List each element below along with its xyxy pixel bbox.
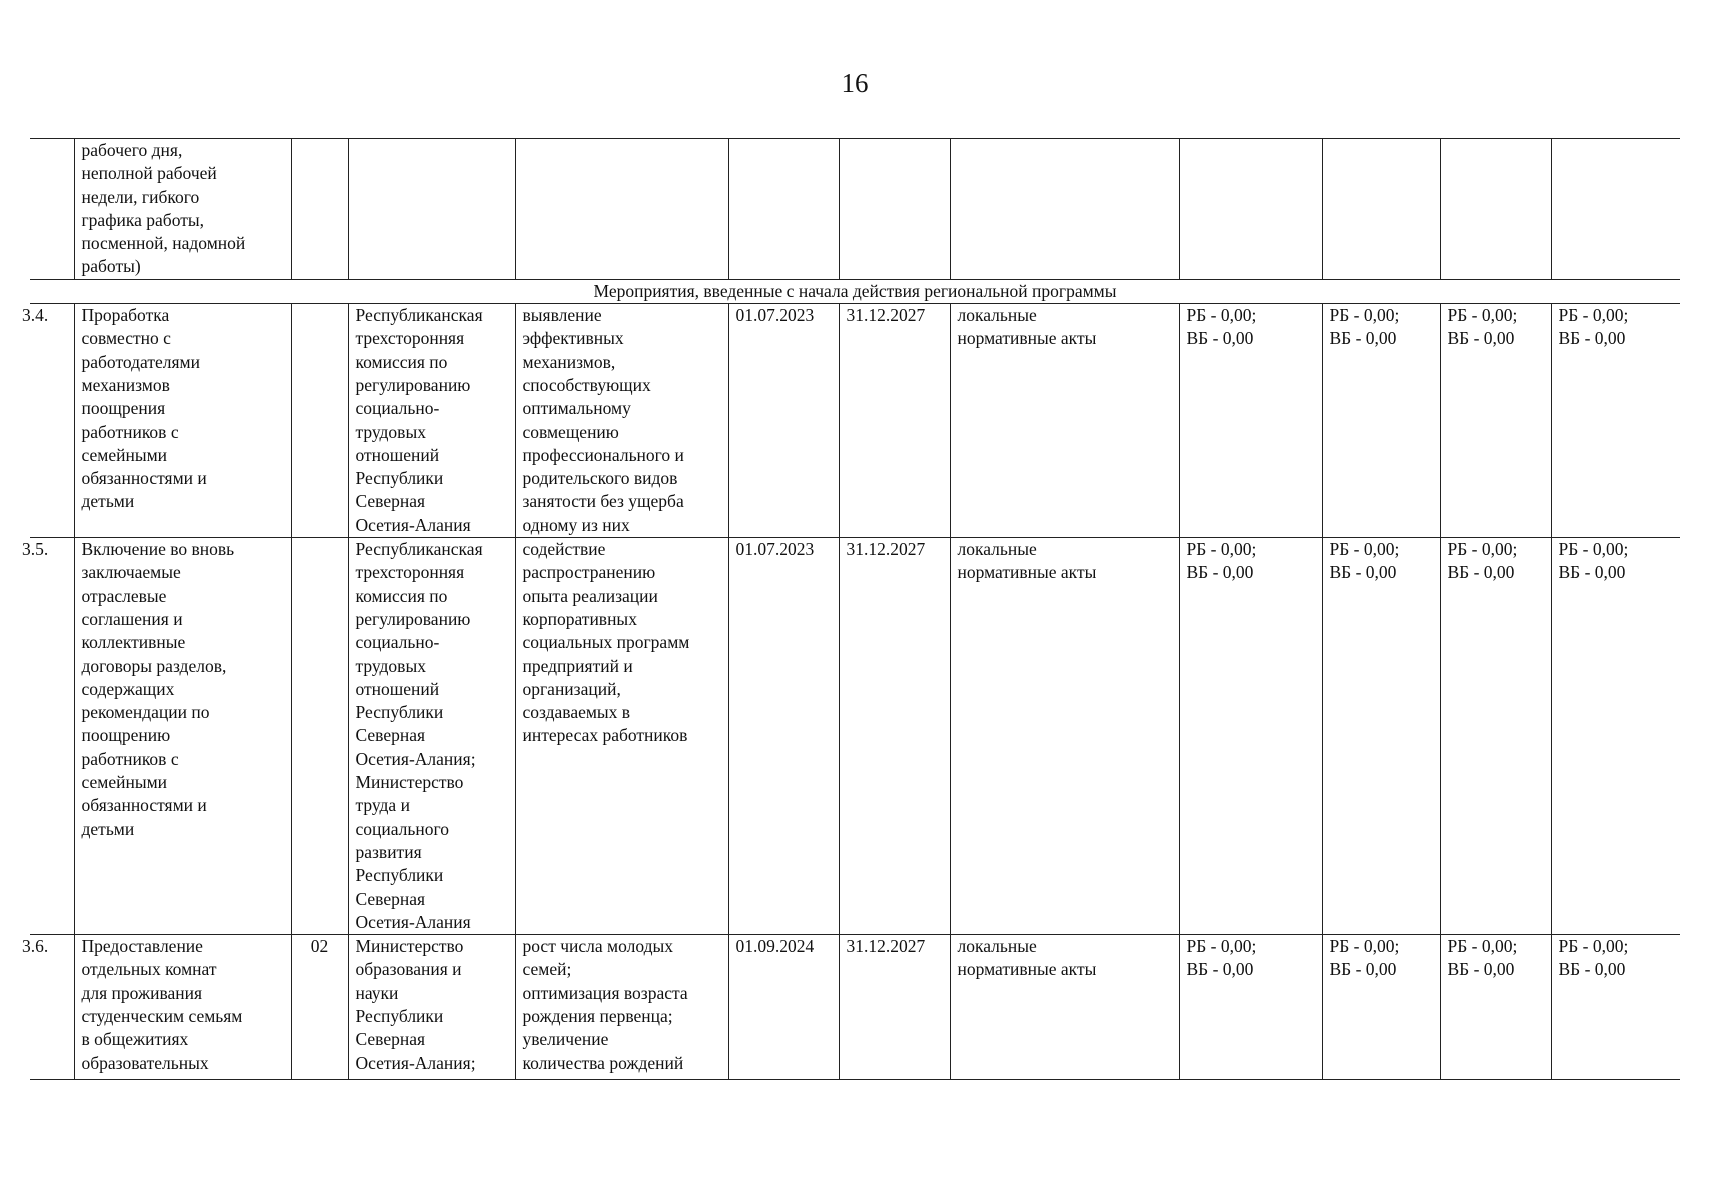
cell-fin-1 [1179,139,1322,280]
text-line: обязанностями и [81,795,207,816]
text-line: нормативные акты [957,959,1097,980]
text-line: опыта реализации [522,585,658,606]
text-line: РБ - 0,00; [1329,539,1400,560]
text-line: соглашения и [81,608,183,629]
text-line: Осетия-Алания [355,514,471,535]
cell-executor [348,538,515,935]
text-line: договоры разделов, [81,655,227,676]
cell-executor [348,139,515,280]
text-line: ВБ - 0,00 [1447,959,1515,980]
text-line: ВБ - 0,00 [1558,959,1626,980]
text-line: отношений [355,678,440,699]
text-line: трудовых [355,655,426,676]
cell-end: 31.12.2027 [839,538,950,935]
text-line: Осетия-Алания; [355,748,476,769]
text-line: организаций, [522,678,621,699]
cell-name [74,304,291,538]
text-line: ВБ - 0,00 [1447,328,1515,349]
text-line: Северная [355,491,426,512]
text-line: распространению [522,562,656,583]
text-line: рабочего дня, [81,140,183,160]
table-row [30,935,1680,1080]
text-line: Республики [355,468,444,489]
text-line: комиссия по [355,351,448,372]
cell-number [30,139,74,280]
text-line: семейными [81,444,168,465]
text-line: Республиканская [355,539,483,560]
text-line: посменной, надомной [81,233,246,254]
cell-start: 01.07.2023 [728,538,839,935]
text-line: механизмов, [522,351,616,372]
cell-name [74,139,291,280]
cell-fin-2 [1322,139,1440,280]
text-line: социально- [355,632,440,653]
cell-start [728,139,839,280]
text-line: интересах работников [522,725,688,746]
text-line: детьми [81,818,135,839]
text-line: создаваемых в [522,702,631,723]
page-number: 16 [841,68,869,98]
text-line: Включение во вновь [81,539,235,560]
text-line: регулированию [355,608,471,629]
table-row [30,304,1680,538]
cell-docs [950,304,1179,538]
section-header: Мероприятия, введенные с начала действия региональной программы [30,279,1680,303]
cell-fin-3 [1440,935,1551,1080]
cell-fin-2 [1322,935,1440,1080]
text-line: регулированию [355,374,471,395]
cell-executor [348,304,515,538]
cell-result [515,139,728,280]
text-line: РБ - 0,00; [1186,936,1257,957]
text-line: трудовых [355,421,426,442]
text-line: для проживания [81,982,203,1003]
text-line: нормативные акты [957,562,1097,583]
cell-result [515,935,728,1080]
text-line: работников с [81,421,179,442]
cell-docs [950,139,1179,280]
text-line: семей; [522,959,572,980]
text-line: рождения первенца; [522,1006,673,1027]
cell-fin-1 [1179,538,1322,935]
text-line: обязанностями и [81,468,207,489]
text-line: образовательных [81,1052,209,1073]
text-line: коллективные [81,632,186,653]
text-line: социальных программ [522,632,690,653]
text-line: нормативные акты [957,328,1097,349]
text-line: РБ - 0,00; [1558,539,1629,560]
text-line: способствующих [522,374,651,395]
text-line: семейными [81,772,168,793]
cell-code [291,304,348,538]
text-line: эффективных [522,328,624,349]
text-line: неполной рабочей [81,163,217,184]
cell-name [74,935,291,1080]
text-line: содержащих [81,678,175,699]
text-line: социального [355,818,449,839]
text-line: локальные [957,305,1037,326]
text-line: труда и [355,795,410,816]
cell-start: 01.07.2023 [728,304,839,538]
cell-code: 02 [291,935,348,1080]
text-line: оптимизация возраста [522,982,688,1003]
text-line: РБ - 0,00; [1329,305,1400,326]
text-line: локальные [957,936,1037,957]
text-line: социально- [355,398,440,419]
cell-name [74,538,291,935]
text-line: Республики [355,1006,444,1027]
text-line: Предоставление [81,936,203,957]
text-line: Северная [355,725,426,746]
text-line: рекомендации по [81,702,210,723]
cell-fin-1 [1179,935,1322,1080]
cell-number: 3.6. [30,935,74,1080]
cell-end: 31.12.2027 [839,935,950,1080]
cell-end: 31.12.2027 [839,304,950,538]
text-line: РБ - 0,00; [1186,539,1257,560]
text-line: работы) [81,256,141,277]
cell-number: 3.5. [30,538,74,935]
text-line: поощрения [81,398,166,419]
text-line: детьми [81,491,135,512]
text-line: РБ - 0,00; [1447,539,1518,560]
section-header-row [30,279,1680,303]
text-line: рост числа молодых [522,936,674,957]
text-line: ВБ - 0,00 [1329,959,1397,980]
text-line: РБ - 0,00; [1447,305,1518,326]
text-line: Осетия-Алания [355,911,471,932]
text-line: выявление [522,305,602,326]
text-line: ВБ - 0,00 [1186,328,1254,349]
text-line: Министерство [355,772,464,793]
text-line: ВБ - 0,00 [1186,959,1254,980]
text-line: трехсторонняя [355,328,465,349]
text-line: РБ - 0,00; [1558,305,1629,326]
cell-fin-3 [1440,304,1551,538]
text-line: Проработка [81,305,170,326]
text-line: родительского видов [522,468,678,489]
text-line: Министерство [355,936,464,957]
text-line: локальные [957,539,1037,560]
text-line: отраслевые [81,585,167,606]
cell-docs [950,935,1179,1080]
cell-fin-4 [1551,139,1680,280]
text-line: отношений [355,444,440,465]
text-line: поощрению [81,725,171,746]
cell-fin-2 [1322,304,1440,538]
cell-fin-3 [1440,139,1551,280]
text-line: Северная [355,888,426,909]
text-line: ВБ - 0,00 [1447,562,1515,583]
text-line: оптимальному [522,398,631,419]
text-line: отдельных комнат [81,959,217,980]
text-line: студенческим семьям [81,1006,243,1027]
text-line: комиссия по [355,585,448,606]
text-line: механизмов [81,374,170,395]
text-line: увеличение [522,1029,609,1050]
text-line: науки [355,982,399,1003]
text-line: количества рождений [522,1052,684,1073]
cell-fin-2 [1322,538,1440,935]
text-line: одному из них [522,514,630,535]
text-line: совместно с [81,328,171,349]
text-line: РБ - 0,00; [1558,936,1629,957]
cell-result [515,304,728,538]
cell-fin-4 [1551,935,1680,1080]
cell-code [291,538,348,935]
text-line: Республики [355,702,444,723]
cell-code [291,139,348,280]
text-line: в общежитиях [81,1029,189,1050]
text-line: содействие [522,539,606,560]
text-line: РБ - 0,00; [1186,305,1257,326]
text-line: трехсторонняя [355,562,465,583]
cell-fin-4 [1551,304,1680,538]
text-line: предприятий и [522,655,633,676]
cell-executor [348,935,515,1080]
cell-fin-4 [1551,538,1680,935]
text-line: ВБ - 0,00 [1329,328,1397,349]
text-line: занятости без ущерба [522,491,684,512]
cell-docs [950,538,1179,935]
text-line: профессионального и [522,444,684,465]
text-line: заключаемые [81,562,181,583]
text-line: РБ - 0,00; [1447,936,1518,957]
text-line: ВБ - 0,00 [1558,328,1626,349]
cell-number: 3.4. [30,304,74,538]
text-line: развития [355,841,422,862]
text-line: графика работы, [81,209,204,230]
table-row [30,538,1680,935]
measures-table [22,138,1680,1080]
text-line: образования и [355,959,462,980]
text-line: работодателями [81,351,200,372]
cell-end [839,139,950,280]
text-line: Республики [355,865,444,886]
text-line: ВБ - 0,00 [1186,562,1254,583]
text-line: корпоративных [522,608,637,629]
text-line: Северная [355,1029,426,1050]
text-line: недели, гибкого [81,186,200,207]
cell-result [515,538,728,935]
text-line: ВБ - 0,00 [1329,562,1397,583]
continuation-row [30,139,1680,280]
text-line: Республиканская [355,305,483,326]
text-line: РБ - 0,00; [1329,936,1400,957]
text-line: ВБ - 0,00 [1558,562,1626,583]
cell-fin-1 [1179,304,1322,538]
cell-start: 01.09.2024 [728,935,839,1080]
text-line: работников с [81,748,179,769]
text-line: совмещению [522,421,619,442]
text-line: Осетия-Алания; [355,1052,476,1073]
cell-fin-3 [1440,538,1551,935]
